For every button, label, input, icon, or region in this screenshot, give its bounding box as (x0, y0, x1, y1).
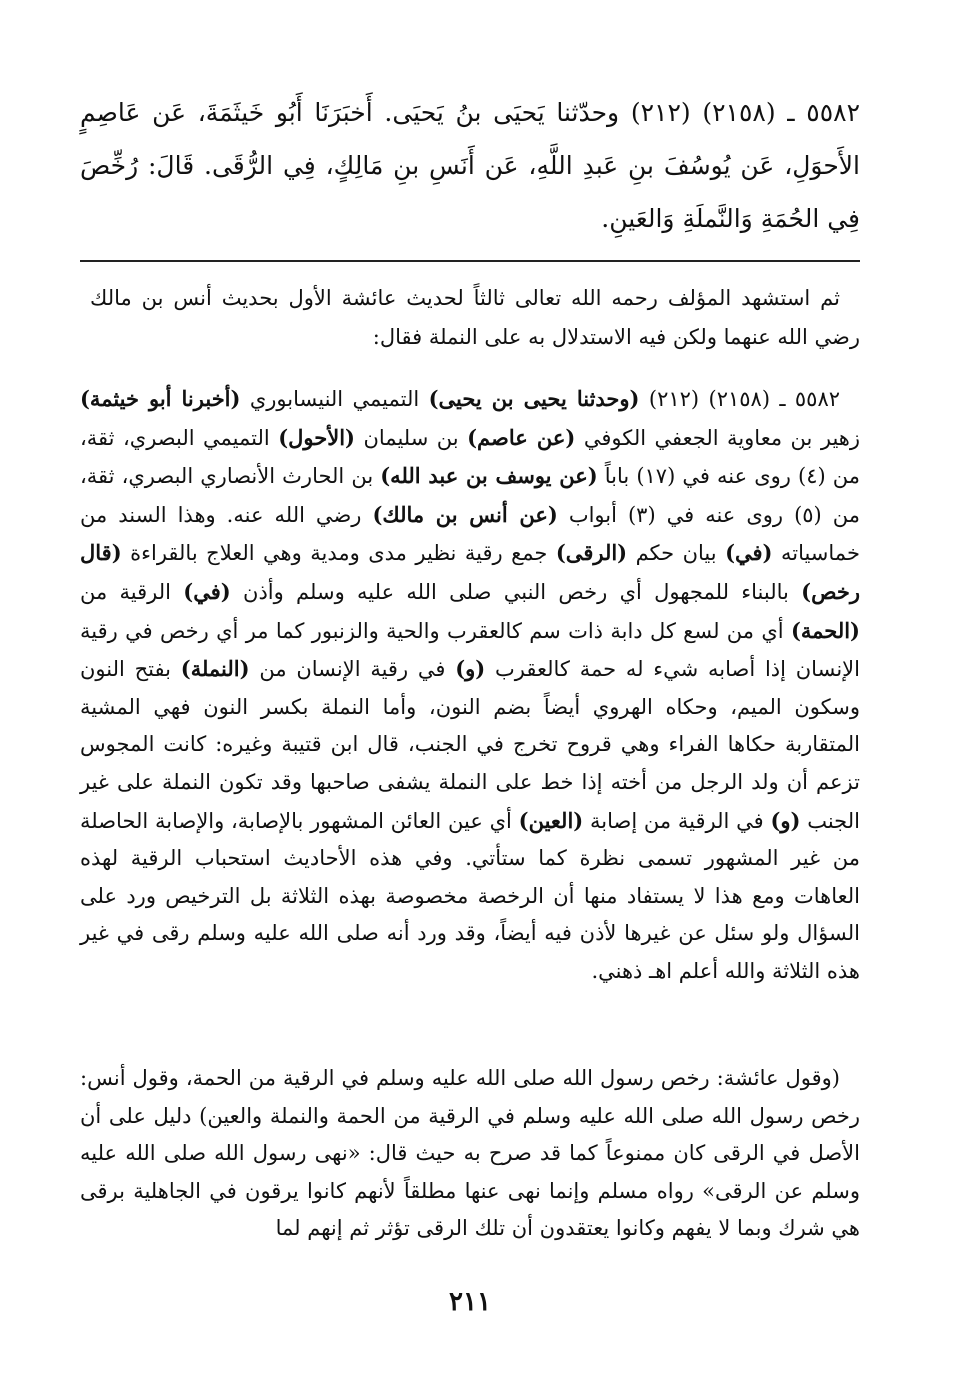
commentary-quote: (عن أنس بن مالك) (372, 501, 558, 527)
commentary-gloss: رضي الله عنه. وهذا السند من خماسياته (80, 502, 860, 566)
commentary-gloss: بن سليمان (363, 425, 459, 450)
hadith-body: وحدّثنا يَحيَى بنُ يَحيَى. أَخبَرَنَا أَبُو خَيثَمَةَ، عَن عَاصِمٍ الأَحوَلِ، عَن يُوسُفَ بنِ عَبدِ اللَّهِ، عَن أَنَسِ بنِ مَالِكٍ، فِي الرُّقَى. قَالَ: رُخِّصَ فِي الحُمَةِ وَالنَّملَةِ وَالعَينِ. (80, 98, 860, 233)
commentary-gloss: التميمي البصري، ثقة، من (٤) روى عنه في (١٧) باباً (80, 425, 860, 489)
commentary-quote: (عن يوسف بن عبد الله) (380, 463, 598, 489)
commentary-gloss: التميمي النيسابوري (249, 387, 420, 411)
commentary-gloss: زهير بن معاوية الجعفي الكوفي (583, 425, 860, 450)
commentary-quote: (قال رخص) (80, 540, 860, 604)
commentary-quote: (وحدثنا يحيى بن يحيى) (428, 386, 640, 411)
commentary-gloss: جمع رقية نظير مدى ومدية وهي العلاج بالقراءة (130, 541, 548, 566)
commentary-gloss: الرقية من (80, 579, 171, 604)
continuation-paragraph (80, 1060, 860, 1248)
commentary-quote: (الحمة) (790, 617, 860, 643)
commentary-gloss: أي عين العائن المشهور بالإصابة، والإصابة الحاصلة من غير المشهور تسمى نظرة كما ستأتي. وفي هذه الأحاديث استحباب الرقية لهذه العاهات ومع هذا لا يستفاد منها أن الرخصة مخصوصة بهذه الثلاثة بل الترخيص ورد على السؤال ولو سئل عن غيرها لأذن فيه أيضاً، وقد ورد أنه صلى الله عليه وسلم رقى في غير هذه الثلاثة والله أعلم اهـ ذهني. (80, 808, 860, 983)
commentary-gloss: بفتح النون وسكون الميم، وحكاه الهروي أيضاً بضم النون، وأما النملة بكسر النون فهي المشية المتقاربة حكاها الفراء وهي قروح تخرج في الجنب، قال ابن قتيبة وغيره: كانت المجوس تزعم أن ولد الرجل من أخته إذا خط على النملة يشفى صاحبها وقد تكون النملة على غير الجنب (80, 657, 860, 833)
page-number: ٢١١ (449, 1287, 491, 1317)
intro-text: ثم استشهد المؤلف رحمه الله تعالى ثالثاً لحديث عائشة الأول بحديث أنس بن مالك رضي الله عنهما ولكن فيه الاستدلال به على النملة فقال: (90, 286, 860, 349)
commentary-quote: (في) (725, 540, 773, 566)
commentary-gloss: في الرقية من إصابة (589, 808, 764, 833)
commentary-quote: (عن عاصم) (467, 424, 576, 450)
book-page (80, 0, 860, 1384)
commentary-gloss: بالبناء للمجهول أي رخص النبي صلى الله عليه وسلم وأذن (243, 579, 789, 604)
commentary-quote: (الأحول) (278, 424, 355, 450)
commentary-gloss: في رقية الإنسان من (259, 657, 446, 682)
commentary-number: ٥٥٨٢ ـ (٢١٥٨) (٢١٢) (648, 387, 841, 411)
commentary-gloss: أي من لسع كل دابة ذات سم كالعقرب والحية والزنبور كما مر أي رخص في رقية الإنسان إذا أصابه شيء له حمة كالعقرب (80, 618, 860, 682)
commentary-quote: (الرقى) (555, 540, 628, 566)
intro-paragraph (90, 279, 860, 357)
commentary-quote: (أخبرنا أبو خيثمة) (80, 386, 241, 411)
commentary-paragraph (80, 380, 860, 991)
hadith-number: ٥٥٨٢ ـ (٢١٥٨) (٢١٢) (630, 98, 860, 127)
commentary-quote: (و) (455, 656, 486, 682)
commentary-quote: (في) (183, 578, 231, 604)
commentary-quote: (النملة) (180, 656, 250, 682)
footnote-separator (80, 260, 860, 262)
commentary-gloss: بن الحارث الأنصاري البصري، ثقة، من (٥) روى عنه في (٣) أبواب (80, 464, 860, 527)
commentary-gloss: بيان حكم (635, 541, 717, 566)
continuation-text: (وقول عائشة: رخص رسول الله صلى الله عليه وسلم في الرقية من الحمة، وقول أنس: رخص رسول الله صلى الله عليه وسلم في الرقية من الحمة والنملة والعين) دليل على أن الأصل في الرقى كان ممنوعاً كما قد صرح به حيث قال: «نهى رسول الله صلى الله عليه وسلم عن الرقى» رواه مسلم وإنما نهى عنها مطلقاً لأنهم كانوا يرقون في الجاهلية برقى هي شرك وبما لا يفهم وكانوا يعتقدون أن تلك الرقى تؤثر ثم إنهم لما (80, 1066, 860, 1241)
commentary-quote: (و) (770, 807, 801, 833)
commentary-quote: (العين) (518, 807, 584, 833)
hadith-text (80, 86, 860, 245)
